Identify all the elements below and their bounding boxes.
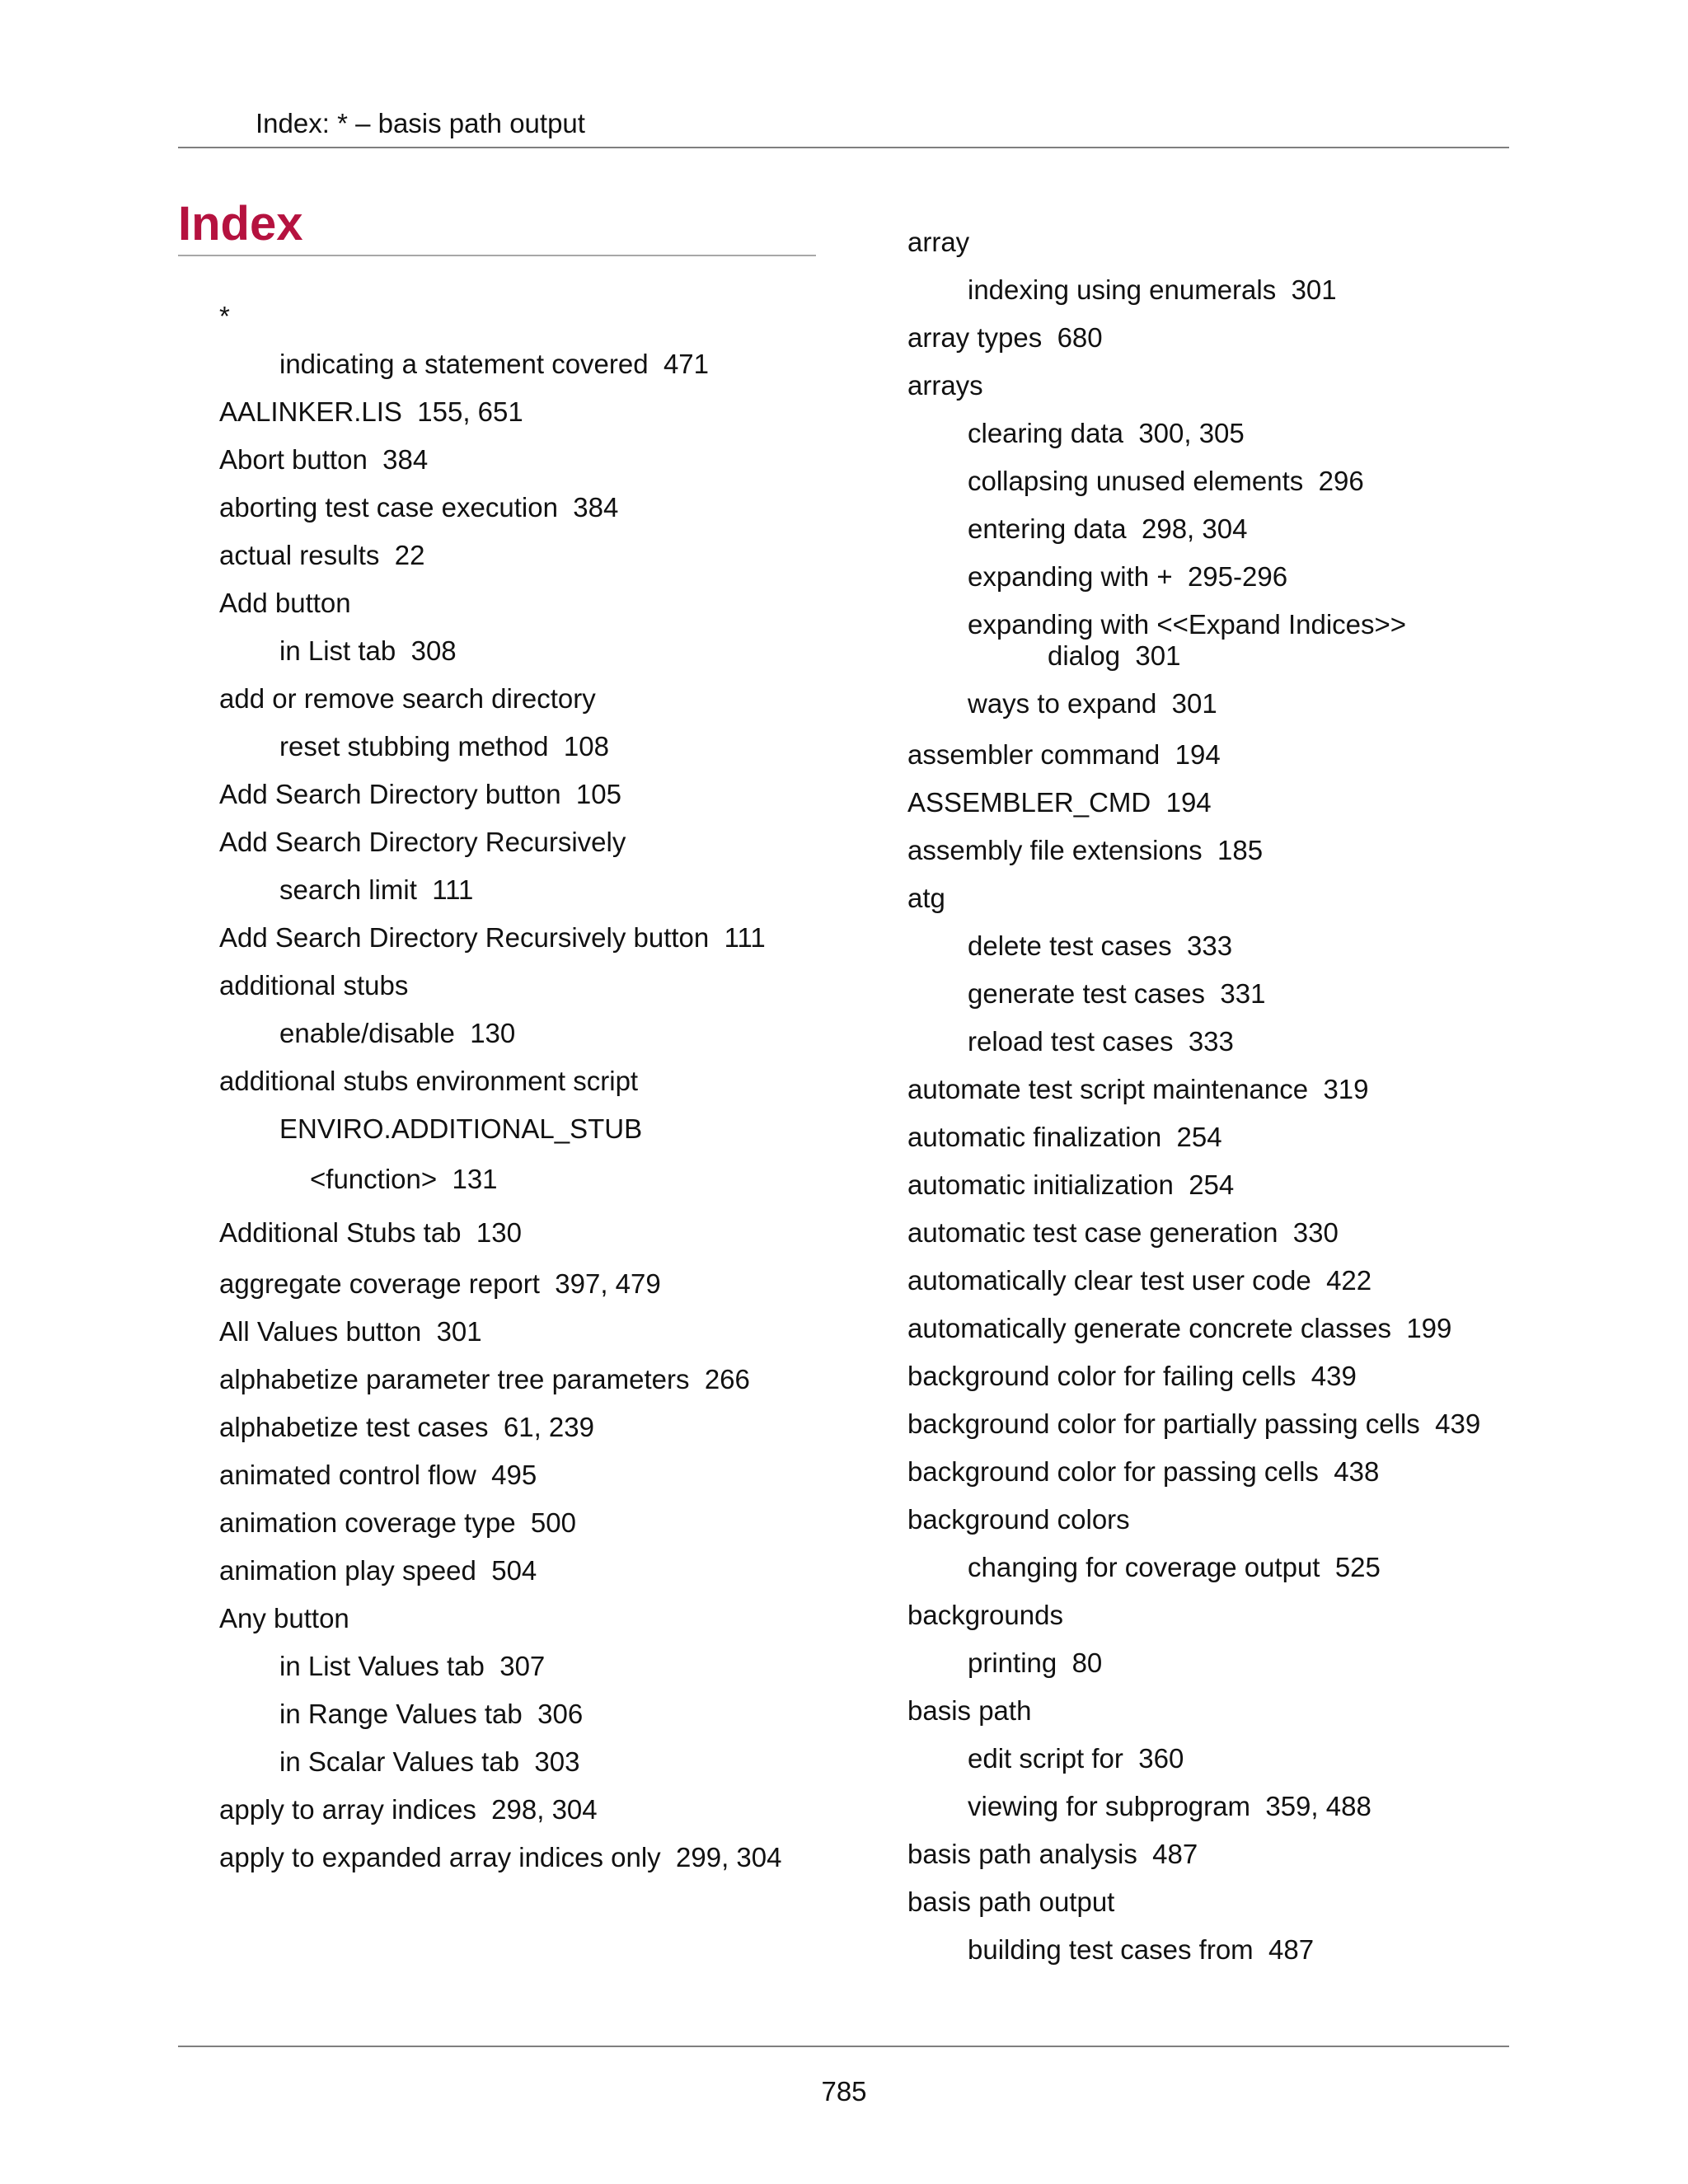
index-entry	[219, 1206, 961, 1260]
index-page-refs[interactable]: 80	[1071, 1647, 1103, 1678]
index-term: in Range Values tab	[279, 1699, 523, 1729]
index-subentry	[907, 266, 1649, 314]
index-page-refs[interactable]: 105	[575, 779, 621, 809]
index-entry	[219, 1260, 961, 1308]
index-term: indexing using enumerals	[968, 274, 1277, 305]
index-page-refs[interactable]: 439	[1435, 1408, 1481, 1439]
index-term: assembler command	[907, 739, 1160, 770]
index-term: Add Search Directory Recursively button	[219, 922, 710, 953]
index-page-refs[interactable]: 111	[432, 874, 474, 905]
index-subentry	[907, 1735, 1649, 1783]
index-page-refs[interactable]: 308	[410, 635, 457, 666]
index-term: <function>	[310, 1164, 438, 1194]
index-entry	[219, 388, 961, 436]
index-entry	[907, 1209, 1649, 1257]
index-entry	[219, 1057, 961, 1105]
index-term: AALINKER.LIS	[219, 396, 402, 427]
title-rule	[178, 255, 816, 256]
index-entry	[907, 1400, 1649, 1448]
index-page-refs[interactable]: 487	[1152, 1839, 1198, 1869]
index-page-refs[interactable]: 300, 305	[1138, 418, 1245, 448]
index-subentry	[907, 677, 1649, 731]
index-term: indicating a statement covered	[279, 349, 649, 379]
index-page-refs[interactable]: 130	[470, 1018, 516, 1048]
index-term: Additional Stubs tab	[219, 1217, 462, 1248]
index-term: building test cases from	[968, 1934, 1254, 1965]
index-entry	[219, 675, 961, 723]
index-title: Index	[178, 197, 303, 251]
index-page-refs[interactable]: 22	[394, 540, 425, 570]
index-subentry	[907, 1783, 1649, 1830]
index-page-refs[interactable]: 438	[1334, 1456, 1380, 1487]
index-entry	[219, 436, 961, 484]
index-subentry	[219, 340, 961, 388]
index-term: enable/disable	[279, 1018, 455, 1048]
index-term: backgrounds	[907, 1600, 1063, 1630]
index-term: automate test script maintenance	[907, 1074, 1309, 1104]
index-term: All Values button	[219, 1316, 422, 1347]
index-page-refs[interactable]: 61, 239	[503, 1412, 594, 1442]
index-entry	[219, 771, 961, 818]
index-entry	[907, 827, 1649, 874]
index-entry	[907, 314, 1649, 362]
index-page-refs[interactable]: 487	[1268, 1934, 1315, 1965]
index-term: viewing for subprogram	[968, 1791, 1250, 1821]
index-subentry	[907, 457, 1649, 505]
index-page-refs[interactable]: 384	[382, 444, 429, 475]
index-entry	[907, 1591, 1649, 1639]
index-term: animation coverage type	[219, 1507, 516, 1538]
index-entry	[219, 1834, 961, 1882]
index-page-refs[interactable]: 301	[1171, 688, 1217, 719]
index-term: background color for failing cells	[907, 1361, 1296, 1391]
index-subentry	[907, 1018, 1649, 1066]
index-term: edit script for	[968, 1743, 1123, 1774]
index-term: basis path output	[907, 1886, 1115, 1917]
index-entry	[219, 293, 961, 340]
index-page-refs[interactable]: 254	[1189, 1169, 1235, 1200]
index-page-refs[interactable]: 330	[1292, 1217, 1339, 1248]
index-page-refs[interactable]: 130	[476, 1217, 522, 1248]
index-term: Any button	[219, 1603, 349, 1633]
index-entry	[219, 484, 961, 532]
index-entry	[907, 1113, 1649, 1161]
index-entry	[907, 1448, 1649, 1496]
index-page-refs[interactable]: 331	[1220, 978, 1266, 1009]
index-term: automatic finalization	[907, 1122, 1162, 1152]
index-page-refs[interactable]: 680	[1057, 322, 1103, 353]
index-subentry	[219, 627, 961, 675]
index-entry	[219, 1786, 961, 1834]
index-term: apply to expanded array indices only	[219, 1842, 661, 1872]
index-term: automatically generate concrete classes	[907, 1313, 1391, 1343]
index-entry	[219, 1308, 961, 1356]
index-column-right	[907, 218, 1649, 1974]
running-header: Index: * – basis path output	[256, 108, 585, 138]
index-term: apply to array indices	[219, 1794, 476, 1825]
index-term: printing	[968, 1647, 1057, 1678]
index-term: arrays	[907, 370, 983, 401]
index-entry	[219, 1595, 961, 1643]
index-subentry	[907, 410, 1649, 457]
index-term: search limit	[279, 874, 417, 905]
index-entry	[907, 731, 1649, 779]
index-page-refs[interactable]: 495	[491, 1460, 537, 1490]
footer-rule	[178, 2046, 1509, 2047]
index-entry	[907, 874, 1649, 922]
index-term: atg	[907, 883, 945, 913]
index-term: automatic test case generation	[907, 1217, 1278, 1248]
index-term: expanding with <<Expand Indices>>	[968, 609, 1407, 640]
index-page-refs[interactable]: 299, 304	[676, 1842, 782, 1872]
index-entry	[219, 1499, 961, 1547]
index-subentry	[219, 1690, 961, 1738]
index-page-refs[interactable]: 301	[436, 1316, 482, 1347]
index-term: alphabetize parameter tree parameters	[219, 1364, 690, 1394]
index-term: add or remove search directory	[219, 683, 596, 714]
page-number: 785	[821, 2076, 867, 2107]
index-page-refs[interactable]: 439	[1311, 1361, 1357, 1391]
index-subentry	[907, 1639, 1649, 1687]
index-subentry	[907, 505, 1649, 553]
index-term: Add button	[219, 588, 351, 618]
index-entry	[219, 1404, 961, 1451]
index-term: delete test cases	[968, 930, 1172, 961]
index-page-refs[interactable]: 359, 488	[1265, 1791, 1372, 1821]
index-term: Abort button	[219, 444, 368, 475]
index-entry	[907, 1352, 1649, 1400]
index-page-refs[interactable]: 303	[534, 1746, 580, 1777]
index-page-refs[interactable]: 333	[1188, 1026, 1234, 1057]
index-term: in List Values tab	[279, 1651, 485, 1681]
index-term: changing for coverage output	[968, 1552, 1320, 1582]
index-page-refs[interactable]: 155, 651	[417, 396, 523, 427]
index-page-refs[interactable]: 266	[704, 1364, 750, 1394]
index-page-refs[interactable]: 306	[537, 1699, 584, 1729]
index-subentry	[219, 866, 961, 914]
index-term: in Scalar Values tab	[279, 1746, 520, 1777]
index-term: background color for partially passing cells	[907, 1408, 1420, 1439]
index-term: entering data	[968, 513, 1127, 544]
index-term: expanding with +	[968, 561, 1173, 592]
index-term: array	[907, 227, 970, 257]
index-page-refs[interactable]: 194	[1165, 787, 1212, 818]
index-page-refs[interactable]: 185	[1217, 835, 1264, 865]
index-page-refs[interactable]: 307	[499, 1651, 546, 1681]
index-page-refs[interactable]: 296	[1318, 466, 1364, 496]
index-page-refs[interactable]: 360	[1138, 1743, 1184, 1774]
index-term: collapsing unused elements	[968, 466, 1304, 496]
index-page-refs[interactable]: 422	[1326, 1265, 1372, 1296]
index-subentry	[219, 1643, 961, 1690]
index-entry	[907, 1161, 1649, 1209]
index-term: animated control flow	[219, 1460, 476, 1490]
index-subentry	[907, 922, 1649, 970]
index-entry	[907, 1496, 1649, 1544]
index-subentry	[907, 970, 1649, 1018]
index-subentry	[219, 1738, 961, 1786]
index-term: background colors	[907, 1504, 1130, 1535]
index-page-refs[interactable]: 471	[663, 349, 710, 379]
index-page-refs[interactable]: 384	[573, 492, 619, 523]
index-page-refs[interactable]: 298, 304	[1142, 513, 1248, 544]
index-entry	[219, 579, 961, 627]
index-page-refs[interactable]: 500	[530, 1507, 576, 1538]
index-entry	[219, 962, 961, 1010]
index-term: aborting test case execution	[219, 492, 558, 523]
index-subentry	[219, 723, 961, 771]
index-subentry	[219, 1105, 961, 1153]
header-rule	[178, 147, 1509, 148]
index-term: aggregate coverage report	[219, 1268, 540, 1299]
index-term: animation play speed	[219, 1555, 476, 1586]
index-term: Add Search Directory Recursively	[219, 827, 626, 857]
index-entry	[219, 818, 961, 866]
index-subentry	[907, 553, 1649, 601]
index-page-refs[interactable]: 194	[1175, 739, 1221, 770]
index-term: basis path analysis	[907, 1839, 1137, 1869]
index-term: automatic initialization	[907, 1169, 1174, 1200]
index-entry	[907, 1305, 1649, 1352]
index-page-refs[interactable]: 319	[1323, 1074, 1369, 1104]
index-entry	[907, 779, 1649, 827]
index-term: ENVIRO.ADDITIONAL_STUB	[279, 1113, 643, 1144]
index-page-refs[interactable]: 301	[1291, 274, 1337, 305]
index-page-refs[interactable]: 298, 304	[491, 1794, 598, 1825]
index-term: assembly file extensions	[907, 835, 1203, 865]
index-subentry	[219, 1153, 961, 1206]
index-term: reset stubbing method	[279, 731, 549, 762]
index-page-refs[interactable]: 504	[491, 1555, 537, 1586]
index-page-refs[interactable]: 131	[452, 1164, 498, 1194]
index-entry	[907, 1830, 1649, 1878]
index-term: generate test cases	[968, 978, 1206, 1009]
index-subentry	[907, 1544, 1649, 1591]
index-entry	[219, 914, 961, 962]
index-page-refs[interactable]: 333	[1187, 930, 1233, 961]
index-entry	[219, 1356, 961, 1404]
index-term: actual results	[219, 540, 380, 570]
index-page-refs[interactable]: 199	[1406, 1313, 1452, 1343]
index-subentry	[219, 1010, 961, 1057]
index-page-refs[interactable]: 254	[1176, 1122, 1222, 1152]
index-term: basis path	[907, 1695, 1032, 1726]
index-entry	[219, 532, 961, 579]
index-page-refs[interactable]: 301	[1135, 640, 1181, 671]
index-page-refs[interactable]: 525	[1334, 1552, 1381, 1582]
index-page-refs[interactable]: 295-296	[1187, 561, 1288, 592]
index-term: dialog	[1048, 640, 1121, 671]
index-term: automatically clear test user code	[907, 1265, 1311, 1296]
index-term: reload test cases	[968, 1026, 1174, 1057]
index-entry	[907, 1257, 1649, 1305]
index-term: additional stubs	[219, 970, 409, 1001]
index-term: *	[219, 301, 230, 331]
index-term: in List tab	[279, 635, 396, 666]
index-entry	[907, 362, 1649, 410]
index-page-refs[interactable]: 111	[724, 922, 766, 953]
index-column-left	[219, 293, 961, 1882]
index-term: alphabetize test cases	[219, 1412, 489, 1442]
index-term: array types	[907, 322, 1043, 353]
index-entry	[219, 1547, 961, 1595]
index-term: ASSEMBLER_CMD	[907, 787, 1151, 818]
index-entry	[907, 1878, 1649, 1926]
index-term: clearing data	[968, 418, 1123, 448]
index-term: Add Search Directory button	[219, 779, 561, 809]
index-subentry	[907, 1926, 1649, 1974]
index-page-refs[interactable]: 397, 479	[555, 1268, 661, 1299]
index-entry	[907, 218, 1649, 266]
index-term: ways to expand	[968, 688, 1157, 719]
index-entry	[907, 1687, 1649, 1735]
index-term: background color for passing cells	[907, 1456, 1319, 1487]
index-page-refs[interactable]: 108	[563, 731, 609, 762]
index-entry	[219, 1451, 961, 1499]
index-term: additional stubs environment script	[219, 1066, 639, 1096]
index-entry	[907, 1066, 1649, 1113]
